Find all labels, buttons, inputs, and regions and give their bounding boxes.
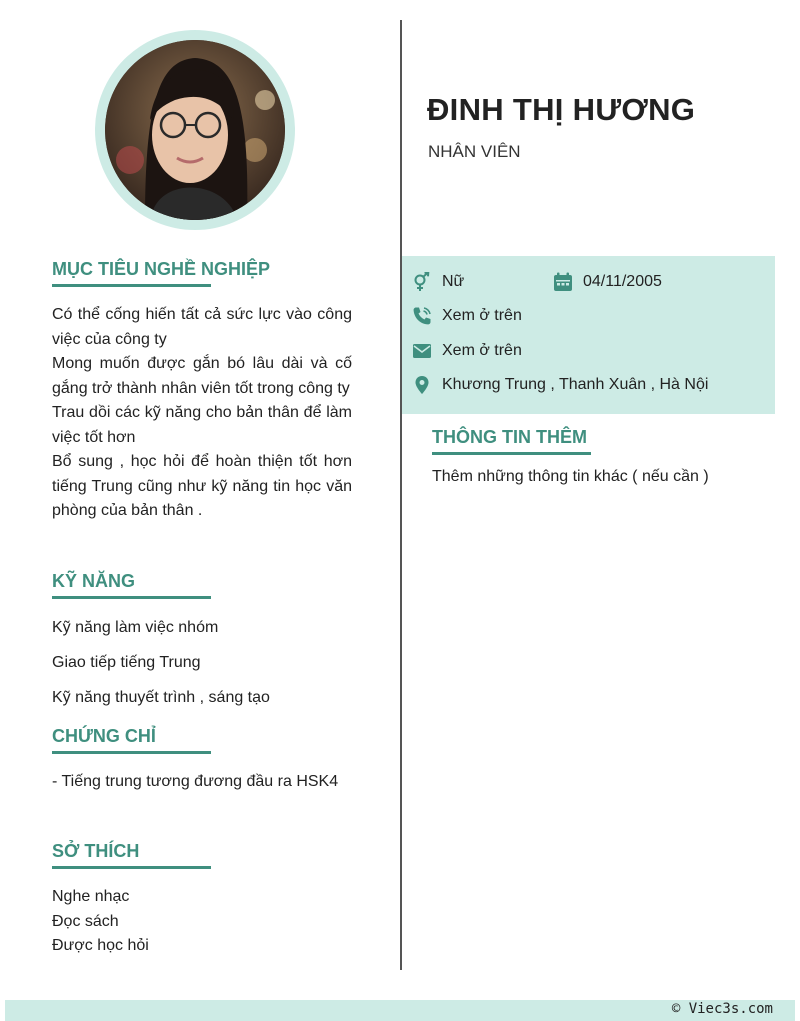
gender-row: [412, 272, 464, 292]
certificates-title: CHỨNG CHỈ: [52, 726, 156, 746]
hobbies-section: [52, 840, 352, 959]
avatar-photo: [105, 40, 285, 220]
objective-item: Bổ sung , học hỏi để hoàn thiện tốt hơn tiếng Trung cũng như kỹ năng tin học văn phòng của bản thân .: [52, 453, 352, 519]
address-row: [412, 375, 708, 395]
certificates-section: [52, 725, 352, 795]
phone-icon: [412, 306, 432, 326]
email-value: Xem ở trên: [442, 342, 522, 359]
phone-row: [412, 306, 522, 326]
skills-title: KỸ NĂNG: [52, 571, 136, 591]
birthday-row: [553, 272, 662, 292]
calendar-icon: [553, 272, 573, 292]
extra-info-text: Thêm những thông tin khác ( nếu cần ): [432, 468, 709, 485]
objective-item: Mong muốn được gắn bó lâu dài và cố gắng trở thành nhân viên tốt trong công ty: [52, 355, 352, 397]
phone-value: Xem ở trên: [442, 307, 522, 324]
job-position: NHÂN VIÊN: [428, 142, 521, 161]
full-name: ĐINH THỊ HƯƠNG: [427, 92, 696, 127]
birthday-value: 04/11/2005: [583, 273, 662, 290]
avatar-frame: [95, 30, 295, 230]
section-underline: [52, 284, 211, 287]
hobby-item: Đọc sách: [52, 912, 119, 930]
skill-item: Kỹ năng thuyết trình , sáng tạo: [52, 689, 270, 706]
location-pin-icon: [412, 375, 432, 395]
avatar: [105, 40, 285, 220]
hobbies-title: SỞ THÍCH: [52, 841, 140, 861]
footer-bar: [5, 1000, 795, 1021]
skills-section: [52, 570, 352, 723]
section-underline: [52, 596, 211, 599]
skill-item: Kỹ năng làm việc nhóm: [52, 619, 219, 636]
objective-section: [52, 258, 352, 524]
objective-item: Trau dồi các kỹ năng cho bản thân để làm việc tốt hơn: [52, 404, 352, 446]
hobby-item: Nghe nhạc: [52, 888, 130, 905]
address-value: Khương Trung , Thanh Xuân , Hà Nội: [442, 376, 709, 393]
envelope-icon: [412, 341, 432, 361]
section-underline: [52, 751, 211, 754]
extra-info-title: THÔNG TIN THÊM: [432, 427, 587, 447]
email-row: [412, 341, 522, 361]
column-divider: [400, 20, 402, 970]
copyright-text: © Viec3s.com: [671, 1001, 773, 1017]
certificate-text: - Tiếng trung tương đương đầu ra HSK4: [52, 773, 339, 790]
objective-item: Có thể cống hiến tất cả sức lực vào công việc của công ty: [52, 306, 352, 348]
objective-title: MỤC TIÊU NGHỀ NGHIỆP: [52, 259, 271, 279]
skill-item: Giao tiếp tiếng Trung: [52, 654, 201, 671]
gender-icon: [412, 272, 432, 292]
section-underline: [52, 866, 211, 869]
contact-panel: [402, 256, 775, 414]
section-underline: [432, 452, 591, 455]
gender-value: Nữ: [442, 273, 465, 290]
extra-info-section: [432, 426, 772, 490]
hobby-item: Được học hỏi: [52, 937, 149, 954]
